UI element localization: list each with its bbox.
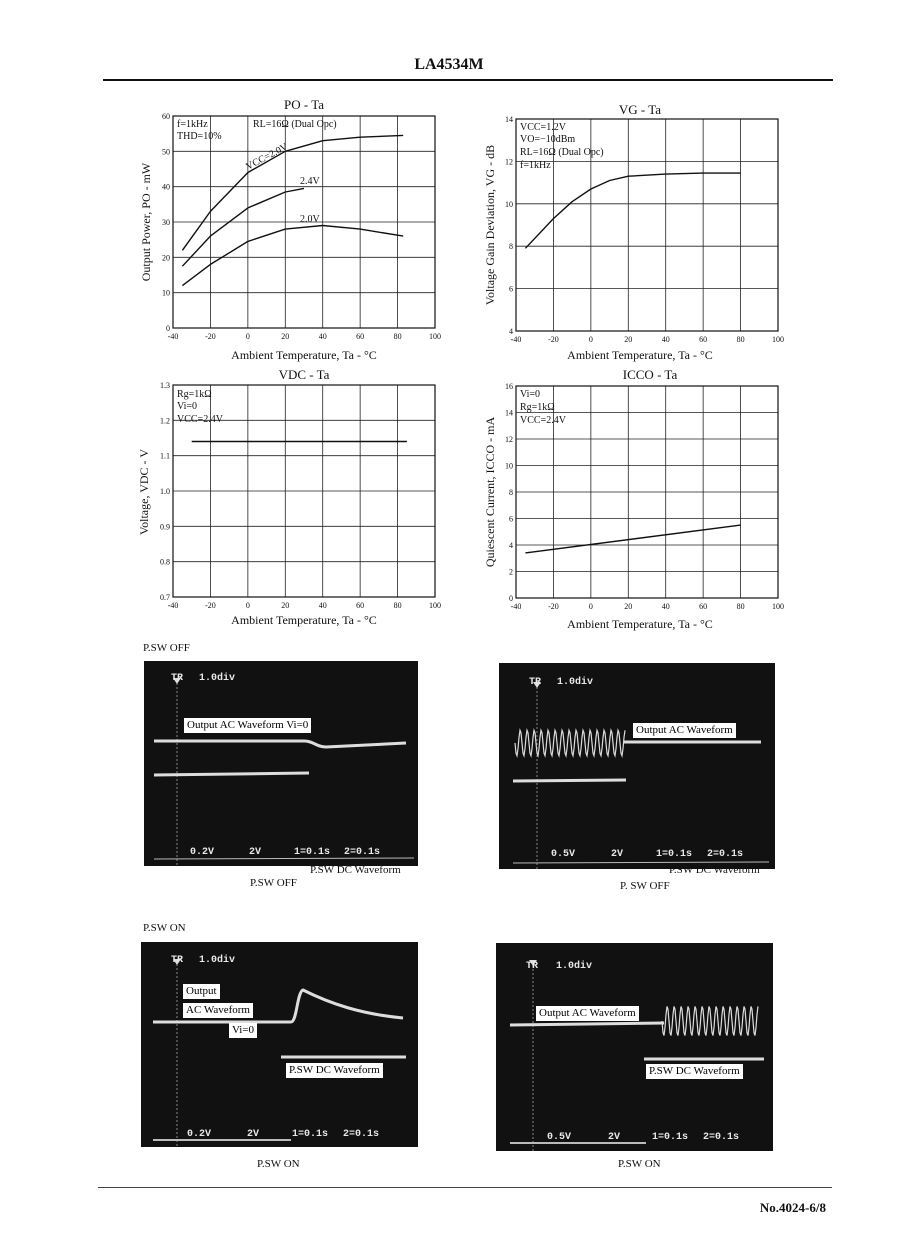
footer-rule [98, 1187, 832, 1188]
y-tick-label: 8 [509, 242, 513, 252]
y-tick-label: 6 [509, 514, 513, 524]
scale-ch1: 0.2V [190, 847, 215, 858]
x-tick-label: 100 [772, 602, 784, 611]
condition-rl: RL=16Ω (Dual Opc) [253, 119, 337, 130]
x-tick-label: 100 [429, 332, 441, 341]
waveform-traces [499, 663, 775, 869]
waveform-traces [496, 943, 773, 1151]
scale-ch1: 0.2V [187, 1129, 212, 1140]
y-tick-label: 10 [505, 199, 513, 209]
series-line-2 [182, 226, 403, 286]
x-tick-label: 20 [281, 332, 290, 341]
section-label-psw-on: P.SW ON [143, 922, 186, 934]
series-label-vcc-2-8v: VCC=2.0V [244, 141, 290, 173]
series-line-1 [182, 188, 304, 266]
y-tick-label: 1.0 [160, 487, 170, 496]
scale-ch1: 0.5V [551, 849, 576, 860]
y-axis-label: Voltage, VDC - V [137, 448, 151, 536]
scale-ch2: 2V [608, 1132, 621, 1143]
trigger-label: TR [526, 961, 539, 972]
y-tick-label: 1.1 [160, 451, 170, 461]
y-tick-label: 12 [505, 157, 513, 167]
div-label: 1.0div [199, 955, 236, 966]
x-tick-label: 100 [772, 335, 784, 344]
chart-vg-ta [480, 100, 800, 368]
y-tick-label: 14 [505, 115, 513, 124]
x-tick-label: 80 [736, 335, 745, 344]
ac-waveform-label: Output AC Waveform Vi=0 [184, 718, 311, 733]
condition-rl: RL=16Ω (Dual Opc) [520, 147, 604, 158]
x-tick-label: 20 [281, 601, 290, 610]
condition-vi: Vi=0 [177, 401, 198, 412]
x-axis-label: Ambient Temperature, Ta - °C [231, 613, 377, 627]
x-tick-label: 40 [318, 601, 327, 610]
timebase-2: 2=0.1s [344, 847, 381, 858]
oscilloscope-screen-2 [499, 663, 775, 869]
y-tick-label: 2 [509, 567, 513, 577]
y-tick-label: 50 [162, 147, 170, 157]
x-tick-label: 60 [356, 601, 365, 610]
y-tick-label: 16 [505, 382, 513, 391]
dc-waveform-label-2: P.SW DC Waveform [669, 864, 760, 876]
output-label: Output [183, 984, 220, 999]
chart-title: VDC - Ta [278, 367, 330, 382]
waveform-traces [144, 661, 418, 866]
scope-caption-3: P.SW ON [257, 1158, 300, 1170]
x-tick-label: 60 [699, 335, 708, 344]
y-tick-label: 30 [162, 218, 170, 227]
condition-rg: Rg=1kΩ [177, 389, 212, 400]
trigger-label: TR [171, 955, 184, 966]
vi-zero-label: Vi=0 [229, 1023, 257, 1038]
series-line-0 [525, 173, 740, 248]
y-tick-label: 4 [509, 327, 513, 336]
waveform-traces [141, 942, 418, 1147]
page-number: No.4024-6/8 [759, 1200, 826, 1215]
trigger-label: TR [529, 677, 542, 688]
div-label: 1.0div [557, 677, 594, 688]
x-tick-label: -20 [548, 602, 559, 611]
chart-title: PO - Ta [283, 97, 325, 112]
x-tick-label: 40 [318, 332, 327, 341]
y-tick-label: 8 [509, 488, 513, 497]
y-tick-label: 14 [505, 408, 513, 418]
chart-icco-ta [480, 365, 800, 635]
scale-ch2: 2V [249, 847, 262, 858]
scope-caption-1: P.SW OFF [250, 877, 297, 889]
scope-caption-2: P. SW OFF [620, 880, 670, 892]
y-tick-label: 40 [162, 182, 170, 192]
x-tick-label: 0 [245, 332, 250, 341]
condition-rg: Rg=1kΩ [520, 402, 555, 413]
timebase-2: 2=0.1s [343, 1129, 380, 1140]
scale-ch1: 0.5V [547, 1132, 572, 1143]
y-axis-label: Voltage Gain Deviation, VG - dB [483, 144, 497, 306]
condition-vi: Vi=0 [520, 389, 541, 400]
document-title: LA4534M [414, 56, 484, 73]
condition-vcc: VCC=2.4V [177, 414, 223, 425]
section-label-psw-off: P.SW OFF [143, 642, 190, 654]
y-tick-label: 12 [505, 435, 513, 444]
condition-vo: VO=−10dBm [520, 134, 576, 145]
y-tick-label: 10 [505, 461, 513, 471]
y-tick-label: 0.8 [160, 557, 170, 567]
x-tick-label: 40 [661, 335, 670, 344]
y-tick-label: 20 [162, 253, 170, 263]
x-tick-label: -20 [548, 335, 559, 344]
x-tick-label: 80 [393, 332, 402, 341]
y-axis-label: Output Power, PO - mW [139, 162, 153, 282]
timebase-1: 1=0.1s [652, 1132, 689, 1143]
condition-thd: THD=10% [177, 131, 222, 142]
x-tick-label: -40 [510, 335, 522, 344]
y-tick-label: 0 [509, 594, 513, 603]
div-label: 1.0div [556, 961, 593, 972]
y-axis-label: Quiescent Current, ICCO - mA [483, 416, 497, 568]
chart-po-ta [130, 95, 450, 365]
x-tick-label: 20 [624, 602, 633, 611]
y-tick-label: 0.9 [160, 522, 170, 532]
condition-f: f=1kHz [177, 119, 208, 130]
scope-caption-4: P.SW ON [618, 1158, 661, 1170]
x-axis-label: Ambient Temperature, Ta - °C [231, 348, 377, 362]
timebase-2: 2=0.1s [703, 1132, 740, 1143]
condition-vcc: VCC=1.2V [520, 122, 566, 133]
timebase-2: 2=0.1s [707, 849, 744, 860]
header-rule [103, 79, 833, 81]
x-tick-label: 100 [429, 601, 441, 610]
chart-vdc-ta [130, 365, 450, 630]
y-tick-label: 4 [509, 541, 513, 550]
x-tick-label: -20 [205, 332, 216, 341]
timebase-1: 1=0.1s [294, 847, 331, 858]
x-tick-label: 40 [661, 602, 670, 611]
x-tick-label: 80 [393, 601, 402, 610]
x-tick-label: -40 [167, 332, 179, 341]
y-tick-label: 0.7 [160, 593, 170, 602]
condition-f: f=1kHz [520, 160, 551, 171]
div-label: 1.0div [199, 673, 236, 684]
y-tick-label: 6 [509, 284, 513, 294]
series-line-0 [525, 525, 740, 553]
timebase-1: 1=0.1s [292, 1129, 329, 1140]
chart-title: VG - Ta [618, 102, 662, 117]
trigger-label: TR [171, 673, 184, 684]
scale-ch2: 2V [611, 849, 624, 860]
oscilloscope-screen-1 [144, 661, 418, 866]
x-tick-label: 60 [356, 332, 365, 341]
ac-waveform-label: Output AC Waveform [536, 1006, 639, 1021]
y-tick-label: 1.3 [160, 381, 170, 390]
dc-waveform-label: P.SW DC Waveform [286, 1063, 383, 1078]
x-tick-label: 0 [588, 335, 593, 344]
x-tick-label: 60 [699, 602, 708, 611]
ac-waveform-label: AC Waveform [183, 1003, 253, 1018]
x-tick-label: -40 [167, 601, 179, 610]
x-tick-label: -20 [205, 601, 216, 610]
y-tick-label: 60 [162, 112, 170, 121]
y-tick-label: 0 [166, 324, 170, 333]
scale-ch2: 2V [247, 1129, 260, 1140]
x-tick-label: 80 [736, 602, 745, 611]
timebase-1: 1=0.1s [656, 849, 693, 860]
chart-title: ICCO - Ta [622, 367, 678, 382]
oscilloscope-screen-3 [141, 942, 418, 1147]
x-axis-label: Ambient Temperature, Ta - °C [567, 617, 713, 631]
dc-waveform-label-1: P.SW DC Waveform [310, 864, 401, 876]
ac-waveform-label: Output AC Waveform [633, 723, 736, 738]
oscilloscope-screen-4 [496, 943, 773, 1151]
dc-waveform-label: P.SW DC Waveform [646, 1064, 743, 1079]
x-tick-label: 0 [588, 602, 593, 611]
x-tick-label: -40 [510, 602, 522, 611]
x-tick-label: 20 [624, 335, 633, 344]
y-tick-label: 10 [162, 288, 170, 298]
x-axis-label: Ambient Temperature, Ta - °C [567, 348, 713, 362]
condition-vcc: VCC=2.4V [520, 415, 566, 426]
x-tick-label: 0 [245, 601, 250, 610]
series-label-2-4v: 2.4V [300, 176, 320, 187]
y-tick-label: 1.2 [160, 416, 170, 426]
series-label-2-0v: 2.0V [300, 214, 320, 225]
